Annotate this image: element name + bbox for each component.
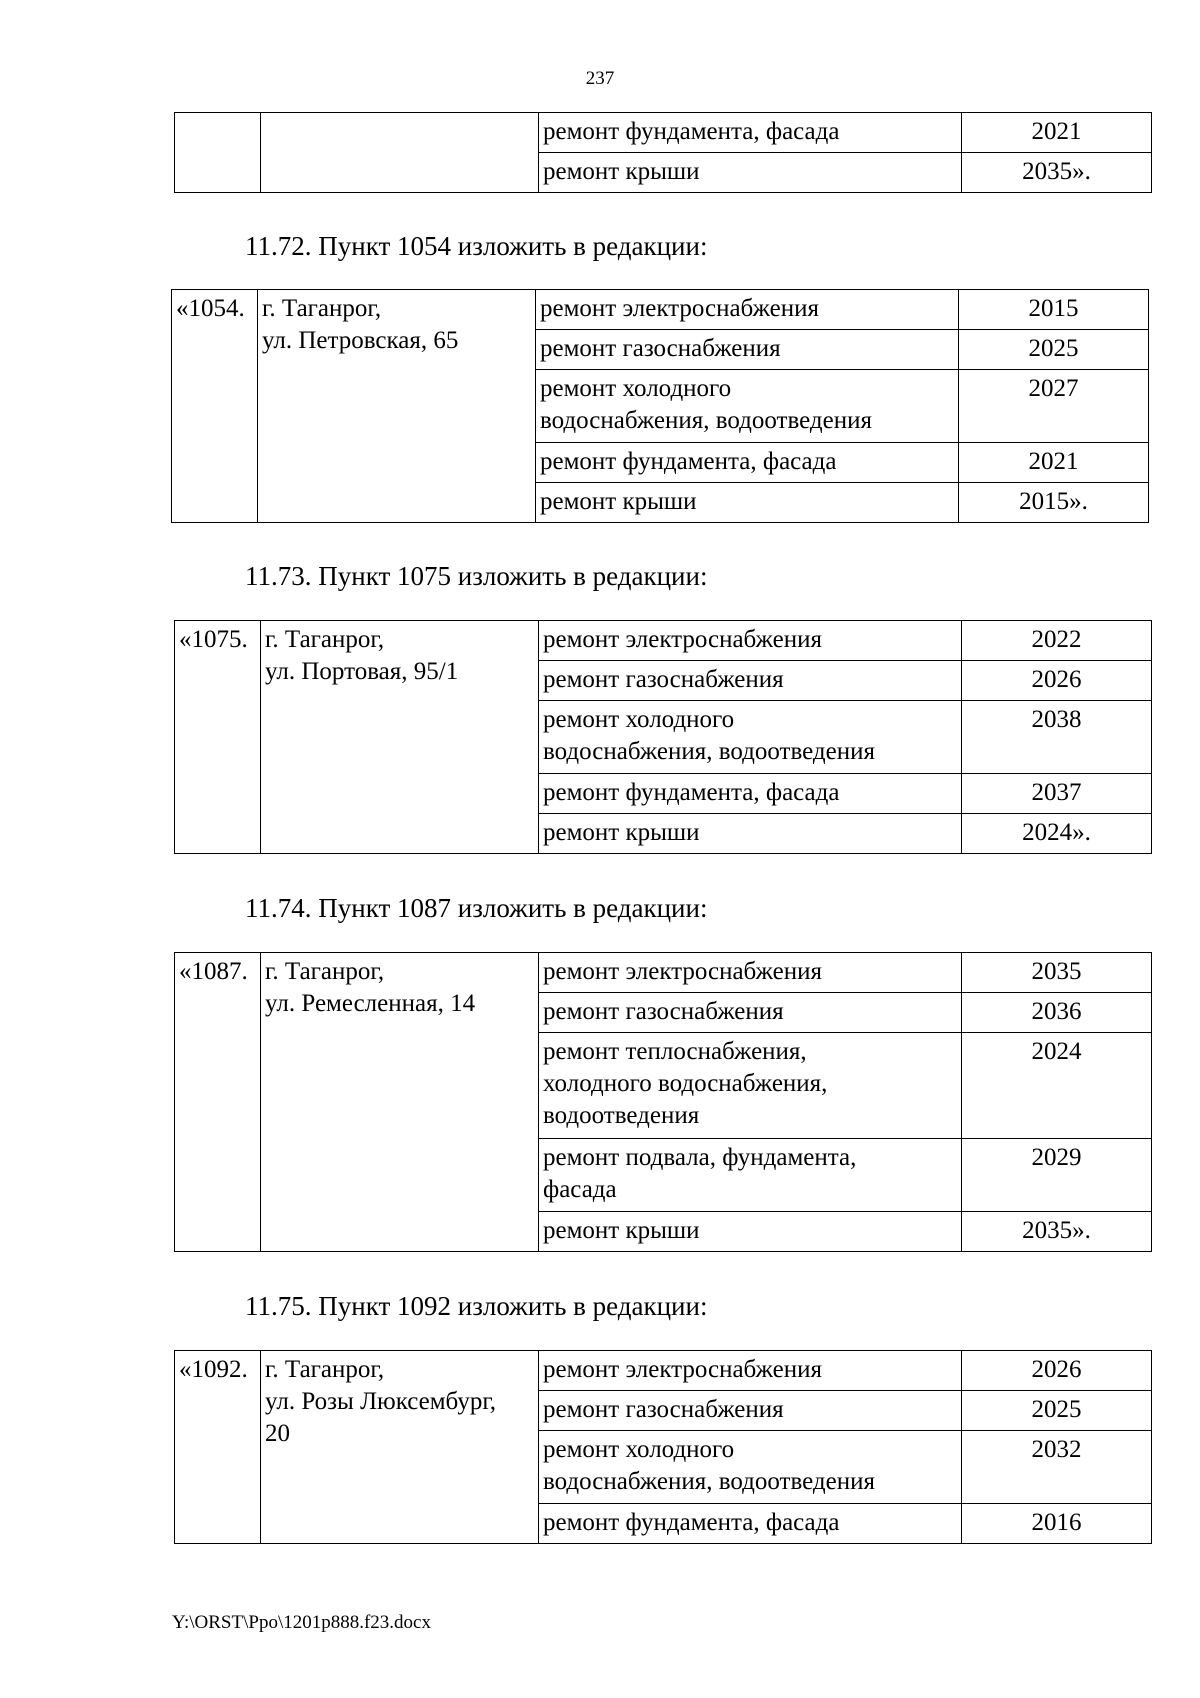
item-number-cell: «1087. [175, 953, 261, 1252]
repair-schedule-table [171, 289, 1149, 523]
year-cell: 2022 [962, 621, 1152, 661]
work-type-cell: ремонт газоснабжения [539, 1391, 962, 1431]
year-cell: 2024 [962, 1033, 1152, 1139]
year-cell: 2015». [959, 483, 1149, 523]
work-type-cell: ремонт фундамента, фасада [536, 443, 959, 483]
year-cell: 2035 [962, 953, 1152, 993]
amendment-heading: 11.72. Пункт 1054 изложить в редакции: [245, 231, 708, 261]
table-row [175, 1351, 1152, 1391]
year-cell: 2025 [962, 1391, 1152, 1431]
year-cell: 2032 [962, 1431, 1152, 1504]
work-type-cell: ремонт газоснабжения [539, 993, 962, 1033]
work-type-cell: ремонт крыши [539, 814, 962, 854]
work-type-cell: ремонт электроснабжения [536, 290, 959, 330]
year-cell: 2024». [962, 814, 1152, 854]
repair-schedule-table [174, 952, 1152, 1252]
work-type-cell: ремонт крыши [536, 483, 959, 523]
work-type-cell: ремонт холодного водоснабжения, водоотведения [539, 1431, 962, 1504]
item-number-cell: «1075. [175, 621, 261, 854]
item-number-cell: «1092. [175, 1351, 261, 1544]
amendment-heading: 11.74. Пункт 1087 изложить в редакции: [245, 893, 708, 923]
table-row [175, 621, 1152, 661]
amendment-heading: 11.75. Пункт 1092 изложить в редакции: [245, 1291, 708, 1321]
year-cell: 2037 [962, 774, 1152, 814]
year-cell: 2036 [962, 993, 1152, 1033]
work-type-cell: ремонт теплоснабжения, холодного водоснабжения, водоотведения [539, 1033, 962, 1139]
year-cell: 2035». [962, 1212, 1152, 1252]
address-cell: г. Таганрог, ул. Розы Люксембург, 20 [261, 1351, 539, 1544]
year-cell: 2016 [962, 1504, 1152, 1544]
year-cell: 2026 [962, 661, 1152, 701]
year-cell: 2038 [962, 701, 1152, 774]
work-type-cell: ремонт фундамента, фасада [539, 1504, 962, 1544]
item-number-cell: «1054. [172, 290, 258, 523]
year-cell: 2035». [962, 153, 1152, 193]
work-type-cell: ремонт электроснабжения [539, 621, 962, 661]
year-cell: 2027 [959, 370, 1149, 443]
address-cell: г. Таганрог, ул. Ремесленная, 14 [261, 953, 539, 1252]
address-cell: г. Таганрог, ул. Портовая, 95/1 [261, 621, 539, 854]
page-number: 237 [585, 68, 615, 89]
year-cell: 2021 [962, 113, 1152, 153]
address-cell: г. Таганрог, ул. Петровская, 65 [258, 290, 536, 523]
year-cell: 2025 [959, 330, 1149, 370]
work-type-cell: ремонт крыши [539, 153, 962, 193]
repair-schedule-table [174, 112, 1152, 193]
address-cell [261, 113, 539, 193]
table-row [175, 953, 1152, 993]
work-type-cell: ремонт фундамента, фасада [539, 774, 962, 814]
file-path-footer: Y:\ORST\Ppo\1201p888.f23.docx [172, 1612, 431, 1633]
year-cell: 2026 [962, 1351, 1152, 1391]
work-type-cell: ремонт крыши [539, 1212, 962, 1252]
work-type-cell: ремонт газоснабжения [536, 330, 959, 370]
work-type-cell: ремонт фундамента, фасада [539, 113, 962, 153]
work-type-cell: ремонт холодного водоснабжения, водоотведения [539, 701, 962, 774]
year-cell: 2021 [959, 443, 1149, 483]
repair-schedule-table [174, 620, 1152, 854]
item-number-cell [175, 113, 261, 193]
year-cell: 2015 [959, 290, 1149, 330]
table-row [172, 290, 1149, 330]
repair-schedule-table [174, 1350, 1152, 1544]
work-type-cell: ремонт электроснабжения [539, 953, 962, 993]
work-type-cell: ремонт газоснабжения [539, 661, 962, 701]
work-type-cell: ремонт подвала, фундамента, фасада [539, 1139, 962, 1212]
work-type-cell: ремонт холодного водоснабжения, водоотведения [536, 370, 959, 443]
table-row [175, 113, 1152, 153]
amendment-heading: 11.73. Пункт 1075 изложить в редакции: [245, 561, 708, 591]
work-type-cell: ремонт электроснабжения [539, 1351, 962, 1391]
year-cell: 2029 [962, 1139, 1152, 1212]
